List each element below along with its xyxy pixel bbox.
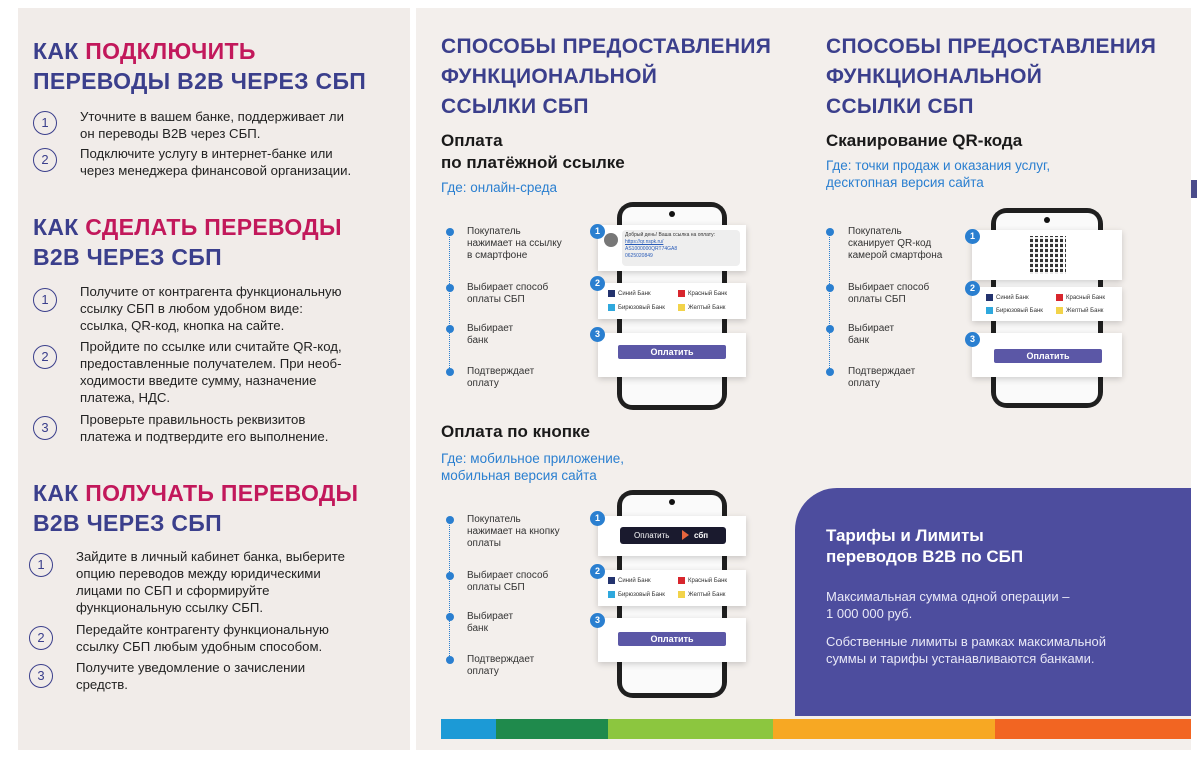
- stripe-yellow: [773, 719, 995, 739]
- sbp-logo-icon: [682, 530, 689, 540]
- make-step-2-text: Пройдите по ссылке или считайте QR-код, предоставленные получателем. При необ- ходимости введите сумму, назначение платежа, НДС.: [80, 339, 342, 405]
- pay-button[interactable]: Оплатить: [618, 632, 726, 646]
- receive-step-3-number: 3: [29, 664, 53, 688]
- link-pay-badge-2: 2: [590, 276, 605, 291]
- link-pay-bank-card: [598, 283, 746, 319]
- qr-badge-1: 1: [965, 229, 980, 244]
- qr-flow-dot-3: [826, 325, 834, 333]
- tariffs-title: Тарифы и Лимиты переводов В2В по СБП: [826, 526, 1024, 566]
- tariffs-limits-note: Собственные лимиты в рамках максимальной суммы и тарифы устанавливаются банками.: [826, 634, 1107, 666]
- receive-step-1-text: Зайдите в личный кабинет банка, выберите опцию переводов между юридическими лицами по СБП и сформируйте функциональную ссылку СБП.: [76, 549, 345, 615]
- bank-option-blue[interactable]: Синий Банк: [986, 294, 1029, 302]
- link-pay-flow-line: [449, 232, 451, 372]
- middle-title: СПОСОБЫ ПРЕДОСТАВЛЕНИЯ ФУНКЦИОНАЛЬНОЙ ССЫЛКИ СБП: [441, 35, 772, 118]
- make-step-3-number: 3: [33, 416, 57, 440]
- right-title: СПОСОБЫ ПРЕДОСТАВЛЕНИЯ ФУНКЦИОНАЛЬНОЙ ССЫЛКИ СБП: [826, 35, 1157, 118]
- button-pay-where: Где: мобильное приложение, мобильная версия сайта: [441, 451, 625, 483]
- avatar: [604, 233, 618, 247]
- receive-title-pre: КАК: [33, 480, 86, 506]
- make-title-rest: В2В ЧЕРЕЗ СБП: [33, 244, 222, 270]
- qr-flow-step-1: Покупатель сканирует QR-код камерой смартфона: [848, 226, 943, 261]
- receive-title-highlight: ПОЛУЧАТЬ ПЕРЕВОДЫ: [85, 480, 359, 506]
- link-pay-message-card: [598, 225, 746, 271]
- link-pay-confirm-card: [598, 333, 746, 377]
- qr-flow-line: [829, 232, 831, 372]
- button-pay-confirm-card: [598, 618, 746, 662]
- bank-option-red[interactable]: Красный Банк: [1056, 294, 1105, 302]
- button-pay-bank-card: [598, 570, 746, 606]
- qr-heading: Сканирование QR-кода: [826, 131, 1023, 150]
- qr-bank-card: [972, 287, 1122, 321]
- link-pay-badge-3: 3: [590, 327, 605, 342]
- payment-link[interactable]: https://qr.nspk.ru/: [625, 239, 664, 245]
- link-pay-flow-step-3: Выбирает банк: [467, 323, 514, 346]
- bank-option-turquoise[interactable]: Бирюзовый Банк: [608, 304, 665, 312]
- button-pay-badge-3: 3: [590, 613, 605, 628]
- qr-flow-dot-2: [826, 284, 834, 292]
- qr-badge-3: 3: [965, 332, 980, 347]
- button-pay-heading: Оплата по кнопке: [441, 422, 591, 441]
- bank-option-turquoise[interactable]: Бирюзовый Банк: [608, 591, 665, 599]
- receive-step-1-number: 1: [29, 553, 53, 577]
- page-edge-mark: [1191, 180, 1197, 198]
- button-pay-flow-dot-1: [446, 516, 454, 524]
- connect-title-highlight: ПОДКЛЮЧИТЬ: [85, 38, 256, 64]
- button-pay-flow-line: [449, 520, 451, 660]
- make-title-pre: КАК: [33, 214, 86, 240]
- bank-option-blue[interactable]: Синий Банк: [608, 290, 651, 298]
- button-pay-badge-1: 1: [590, 511, 605, 526]
- link-pay-flow-dot-1: [446, 228, 454, 236]
- sbp-pay-button[interactable]: Оплатить сбп: [620, 527, 726, 544]
- pay-button[interactable]: Оплатить: [994, 349, 1102, 363]
- stripe-green: [496, 719, 608, 739]
- qr-confirm-card: [972, 333, 1122, 377]
- button-pay-flow-step-1: Покупатель нажимает на кнопку оплаты: [467, 514, 560, 549]
- button-pay-sbp-card: [598, 516, 746, 556]
- qr-flow-dot-1: [826, 228, 834, 236]
- pay-button[interactable]: Оплатить: [618, 345, 726, 359]
- qr-flow-step-2: Выбирает способ оплаты СБП: [848, 282, 930, 305]
- stripe-lightgreen: [608, 719, 773, 739]
- button-pay-flow-dot-4: [446, 656, 454, 664]
- bank-option-yellow[interactable]: Желтый Банк: [1056, 307, 1103, 315]
- bank-option-yellow[interactable]: Желтый Банк: [678, 304, 725, 312]
- make-step-1-text: Получите от контрагента функциональную ссылку СБП в любом удобном виде: ссылка, QR-код, кнопка на сайте.: [80, 284, 342, 333]
- connect-step-1-number: 1: [33, 111, 57, 135]
- button-pay-flow-step-2: Выбирает способ оплаты СБП: [467, 570, 549, 593]
- qr-flow-step-3: Выбирает банк: [848, 323, 895, 346]
- link-pay-badge-1: 1: [590, 224, 605, 239]
- receive-title: [33, 478, 358, 538]
- make-title-highlight: СДЕЛАТЬ ПЕРЕВОДЫ: [85, 214, 342, 240]
- connect-title: [33, 36, 366, 96]
- make-step-3-text: Проверьте правильность реквизитов платежа и подтвердите его выполнение.: [80, 412, 329, 444]
- qr-badge-2: 2: [965, 281, 980, 296]
- link-pay-heading: Оплата по платёжной ссылке: [441, 131, 625, 172]
- bank-option-yellow[interactable]: Желтый Банк: [678, 591, 725, 599]
- receive-step-3-text: Получите уведомление о зачислении средств.: [76, 660, 306, 692]
- link-pay-flow-step-2: Выбирает способ оплаты СБП: [467, 282, 549, 305]
- button-pay-flow-step-4: Подтверждает оплату: [467, 654, 535, 677]
- receive-title-rest: В2В ЧЕРЕЗ СБП: [33, 510, 222, 536]
- qr-where: Где: точки продаж и оказания услуг, десктопная версия сайта: [826, 158, 1051, 190]
- bank-option-turquoise[interactable]: Бирюзовый Банк: [986, 307, 1043, 315]
- link-pay-flow-dot-4: [446, 368, 454, 376]
- button-pay-flow-dot-2: [446, 572, 454, 580]
- connect-step-1-text: Уточните в вашем банке, поддерживает ли он переводы В2В через СБП.: [80, 109, 344, 141]
- button-pay-flow-dot-3: [446, 613, 454, 621]
- qr-flow-dot-4: [826, 368, 834, 376]
- receive-step-2-text: Передайте контрагенту функциональную ссылку СБП любым удобным способом.: [76, 622, 329, 654]
- make-title: [33, 212, 342, 272]
- receive-step-2-number: 2: [29, 626, 53, 650]
- link-pay-where: Где: онлайн-среда: [441, 180, 557, 195]
- connect-step-2-text: Подключите услугу в интернет-банке или через менеджера финансовой организации.: [80, 146, 352, 178]
- link-pay-flow-step-4: Подтверждает оплату: [467, 366, 535, 389]
- connect-title-pre: КАК: [33, 38, 86, 64]
- button-pay-flow-step-3: Выбирает банк: [467, 611, 514, 634]
- button-pay-badge-2: 2: [590, 564, 605, 579]
- link-pay-flow-dot-2: [446, 284, 454, 292]
- qr-code-card: [972, 230, 1122, 280]
- link-pay-flow-dot-3: [446, 325, 454, 333]
- qr-flow-step-4: Подтверждает оплату: [848, 366, 916, 389]
- make-step-1-number: 1: [33, 288, 57, 312]
- make-step-2-number: 2: [33, 345, 57, 369]
- stripe-orange: [995, 719, 1191, 739]
- bank-option-blue[interactable]: Синий Банк: [608, 577, 651, 585]
- stripe-blue: [441, 719, 496, 739]
- bank-option-red[interactable]: Красный Банк: [678, 577, 727, 585]
- tariffs-max-amount: Максимальная сумма одной операции – 1 000 000 руб.: [826, 589, 1070, 621]
- link-pay-flow-step-1: Покупатель нажимает на ссылку в смартфоне: [467, 226, 562, 261]
- connect-step-2-number: 2: [33, 148, 57, 172]
- connect-title-rest: ПЕРЕВОДЫ В2В ЧЕРЕЗ СБП: [33, 68, 367, 94]
- payment-message-text: Добрый день! Ваша ссылка на оплату: https://qr.nspk.ru/ AS1000000QRT74GA8 0625020849: [625, 232, 716, 259]
- bank-option-red[interactable]: Красный Банк: [678, 290, 727, 298]
